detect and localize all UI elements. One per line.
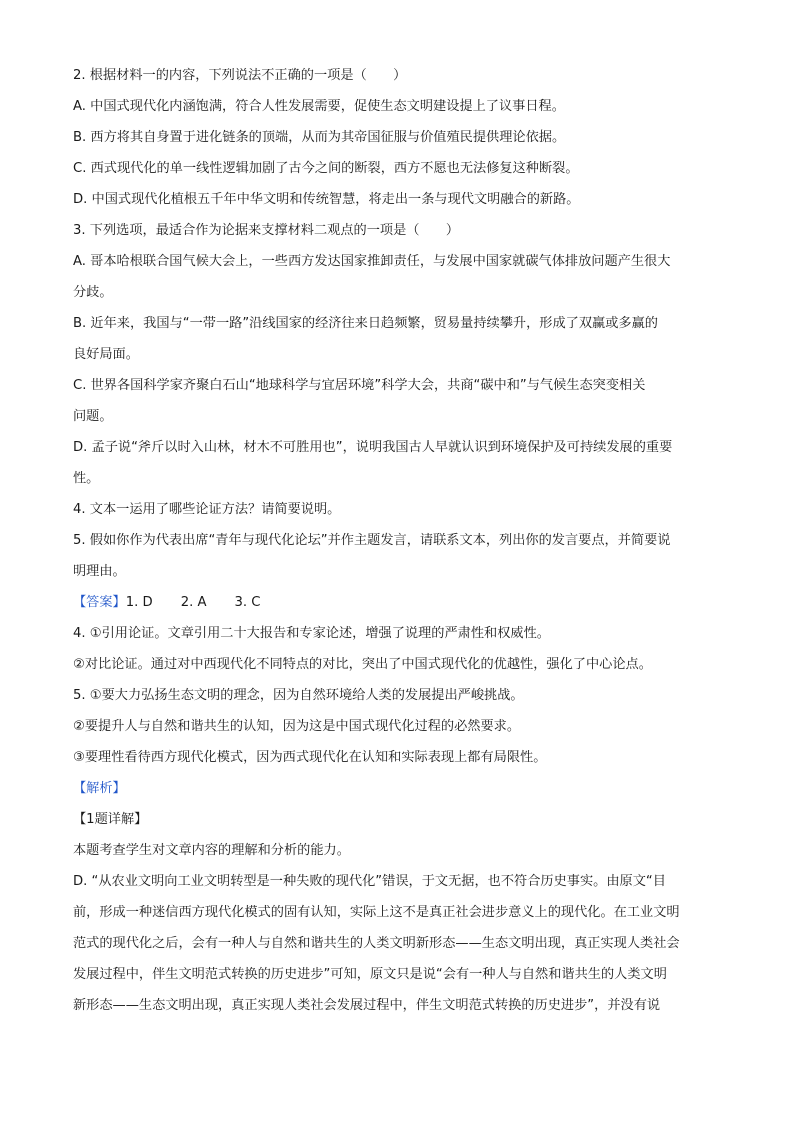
answer-line [73, 587, 723, 618]
q2-option-d: D. 中国式现代化植根五千年中华文明和传统智慧，将走出一条与现代文明融合的新路。 [73, 192, 580, 207]
q2-option-a: A. 中国式现代化内涵饱满，符合人性发展需要，促使生态文明建设提上了议事日程。 [73, 99, 565, 114]
q3-option-a-line1: A. 哥本哈根联合国气候大会上，一些西方发达国家推卸责任，与发展中国家就碳气体排放问题产生很大 [73, 254, 671, 269]
q2-option-c: C. 西式现代化的单一线性逻辑加剧了古今之间的断裂，西方不愿也无法修复这种断裂。 [73, 161, 579, 176]
q3-option-d-line1: D. 孟子说“斧斤以时入山林，材木不可胜用也”，说明我国古人早就认识到环境保护及可持续发展的重要 [73, 440, 673, 455]
document-page [73, 60, 723, 1021]
answer-q4-line2: ②对比论证。通过对中西现代化不同特点的对比，突出了中国式现代化的优越性，强化了中心论点。 [73, 657, 652, 672]
answer-2: 2. A [180, 595, 207, 610]
q2-option-b: B. 西方将其自身置于进化链条的顶端，从而为其帝国征服与价值殖民提供理论依据。 [73, 130, 566, 145]
q3-option-a-line2: 分歧。 [73, 285, 113, 300]
q3-option-c-line1: C. 世界各国科学家齐聚白石山“地球科学与宜居环境”科学大会，共商“碳中和”与气候生态突变相关 [73, 378, 646, 393]
q5-stem-line2: 明理由。 [73, 564, 126, 579]
q3-stem: 3. 下列选项，最适合作为论据来支撑材料二观点的一项是（ ） [73, 223, 460, 238]
analysis-intro: 本题考查学生对文章内容的理解和分析的能力。 [73, 843, 350, 858]
q2-stem: 2. 根据材料一的内容，下列说法不正确的一项是（ ） [73, 68, 407, 83]
answer-q4-line1: 4. ①引用论证。文章引用二十大报告和专家论述，增强了说理的严肃性和权威性。 [73, 626, 550, 641]
analysis-paragraph-line4: 发展过程中，伴生文明范式转换的历史进步”可知，原文只是说“会有一种人与自然和谐共生的人类文明 [73, 967, 667, 982]
answer-q5-line1: 5. ①要大力弘扬生态文明的理念，因为自然环境给人类的发展提出严峻挑战。 [73, 688, 524, 703]
q4-stem: 4. 文本一运用了哪些论证方法？请简要说明。 [73, 502, 341, 517]
q3-option-c-line2: 问题。 [73, 409, 113, 424]
analysis-label: 【解析】 [73, 781, 126, 796]
q3-option-d-line2: 性。 [73, 471, 100, 486]
analysis-paragraph-line3: 范式的现代化之后，会有一种人与自然和谐共生的人类文明新形态——生态文明出现，真正实现人类社会 [73, 936, 680, 951]
answer-label: 【答案】 [73, 595, 126, 610]
analysis-detail-heading: 【1题详解】 [73, 812, 148, 827]
q3-option-b-line2: 良好局面。 [73, 347, 139, 362]
analysis-paragraph-line1: D. “从农业文明向工业文明转型是一种失败的现代化”错误，于文无据，也不符合历史事实。由原文“目 [73, 874, 666, 889]
answer-q5-line2: ②要提升人与自然和谐共生的认知，因为这是中国式现代化过程的必然要求。 [73, 719, 521, 734]
analysis-paragraph-line5: 新形态——生态文明出现，真正实现人类社会发展过程中，伴生文明范式转换的历史进步”，并没有说 [73, 998, 661, 1013]
answer-q5-line3: ③要理性看待西方现代化模式，因为西式现代化在认知和实际表现上都有局限性。 [73, 750, 547, 765]
analysis-paragraph-line2: 前，形成一种迷信西方现代化模式的固有认知，实际上这不是真正社会进步意义上的现代化。在工业文明 [73, 905, 680, 920]
q3-option-b-line1: B. 近年来，我国与“一带一路”沿线国家的经济往来日趋频繁，贸易量持续攀升，形成了双赢或多赢的 [73, 316, 658, 331]
answer-1: 1. D [125, 595, 153, 610]
q5-stem-line1: 5. 假如你作为代表出席“青年与现代化论坛”并作主题发言，请联系文本，列出你的发言要点，并简要说 [73, 533, 671, 548]
answer-3: 3. C [234, 595, 261, 610]
